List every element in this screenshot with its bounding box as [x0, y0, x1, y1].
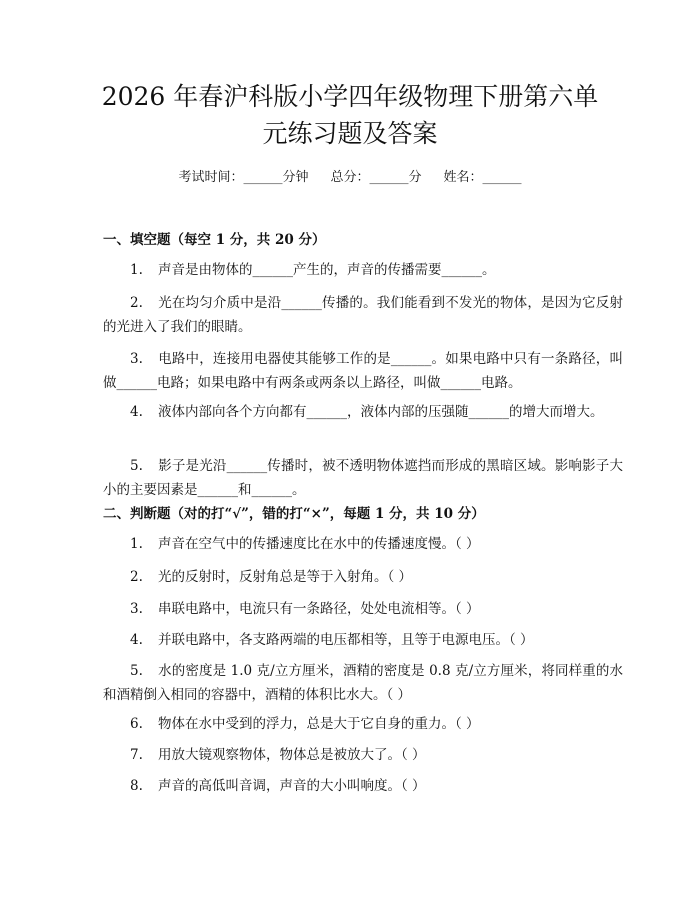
question-number: 8. [130, 778, 143, 794]
question-text: 声音的高低叫音调，声音的大小叫响度。（ ） [158, 778, 426, 794]
question-item [103, 291, 623, 339]
question-item [103, 400, 623, 424]
question-item [103, 347, 623, 395]
question-number: 2. [130, 295, 143, 311]
question-item [103, 454, 623, 502]
question-text: 并联电路中，各支路两端的电压都相等，且等于电源电压。（ ） [158, 632, 534, 648]
question-number: 1. [130, 536, 143, 552]
question-text: 光的反射时，反射角总是等于入射角。（ ） [158, 569, 413, 585]
question-text: 影子是光沿______传播时，被不透明物体遮挡而形成的黑暗区域。影响影子大小的主要因素是______和______。 [103, 458, 623, 498]
section-heading-fill-in: 一、填空题（每空 1 分，共 20 分） [103, 232, 326, 248]
total-score-field: 总分：______分 [330, 170, 422, 185]
question-item [103, 258, 623, 282]
question-item [103, 774, 623, 798]
question-text: 声音在空气中的传播速度比在水中的传播速度慢。（ ） [158, 536, 480, 552]
document-title [60, 78, 640, 152]
question-text: 用放大镜观察物体，物体总是被放大了。（ ） [158, 747, 426, 763]
question-text: 物体在水中受到的浮力，总是大于它自身的重力。（ ） [158, 716, 480, 732]
student-name-field: 姓名：______ [443, 170, 522, 185]
question-item [103, 743, 623, 767]
question-text: 串联电路中，电流只有一条路径，处处电流相等。（ ） [158, 601, 480, 617]
question-item [103, 628, 623, 652]
question-number: 6. [130, 716, 143, 732]
exam-time-field: 考试时间：______分钟 [178, 170, 309, 185]
question-item [103, 597, 623, 621]
question-text: 光在均匀介质中是沿______传播的。我们能看到不发光的物体，是因为它反射的光进入了我们的眼睛。 [103, 295, 623, 335]
question-number: 1. [130, 262, 143, 278]
question-text: 水的密度是 1.0 克/立方厘米，酒精的密度是 0.8 克/立方厘米，将同样重的水和酒精倒入相同的容器中，酒精的体积比水大。（ ） [103, 663, 623, 703]
question-number: 5. [130, 458, 143, 474]
question-item [103, 565, 623, 589]
question-text: 液体内部向各个方向都有______，液体内部的压强随______的增大而增大。 [158, 404, 604, 420]
title-line-1: 2026 年春沪科版小学四年级物理下册第六单 [101, 82, 599, 111]
question-number: 3. [130, 601, 143, 617]
question-item [103, 532, 623, 556]
question-number: 3. [130, 351, 143, 367]
question-number: 4. [130, 632, 143, 648]
question-number: 4. [130, 404, 143, 420]
question-number: 7. [130, 747, 143, 763]
section-heading-true-false: 二、判断题（对的打“√”，错的打“×”，每题 1 分，共 10 分） [103, 506, 485, 522]
question-number: 5. [130, 663, 143, 679]
question-item [103, 659, 623, 707]
exam-info-line [0, 168, 700, 188]
question-text: 声音是由物体的______产生的，声音的传播需要______。 [158, 262, 496, 278]
question-item [103, 712, 623, 736]
title-line-2: 元练习题及答案 [262, 119, 438, 148]
question-number: 2. [130, 569, 143, 585]
question-text: 电路中，连接用电器使其能够工作的是______。如果电路中只有一条路径，叫做______电路；如果电路中有两条或两条以上路径，叫做______电路。 [103, 351, 623, 391]
